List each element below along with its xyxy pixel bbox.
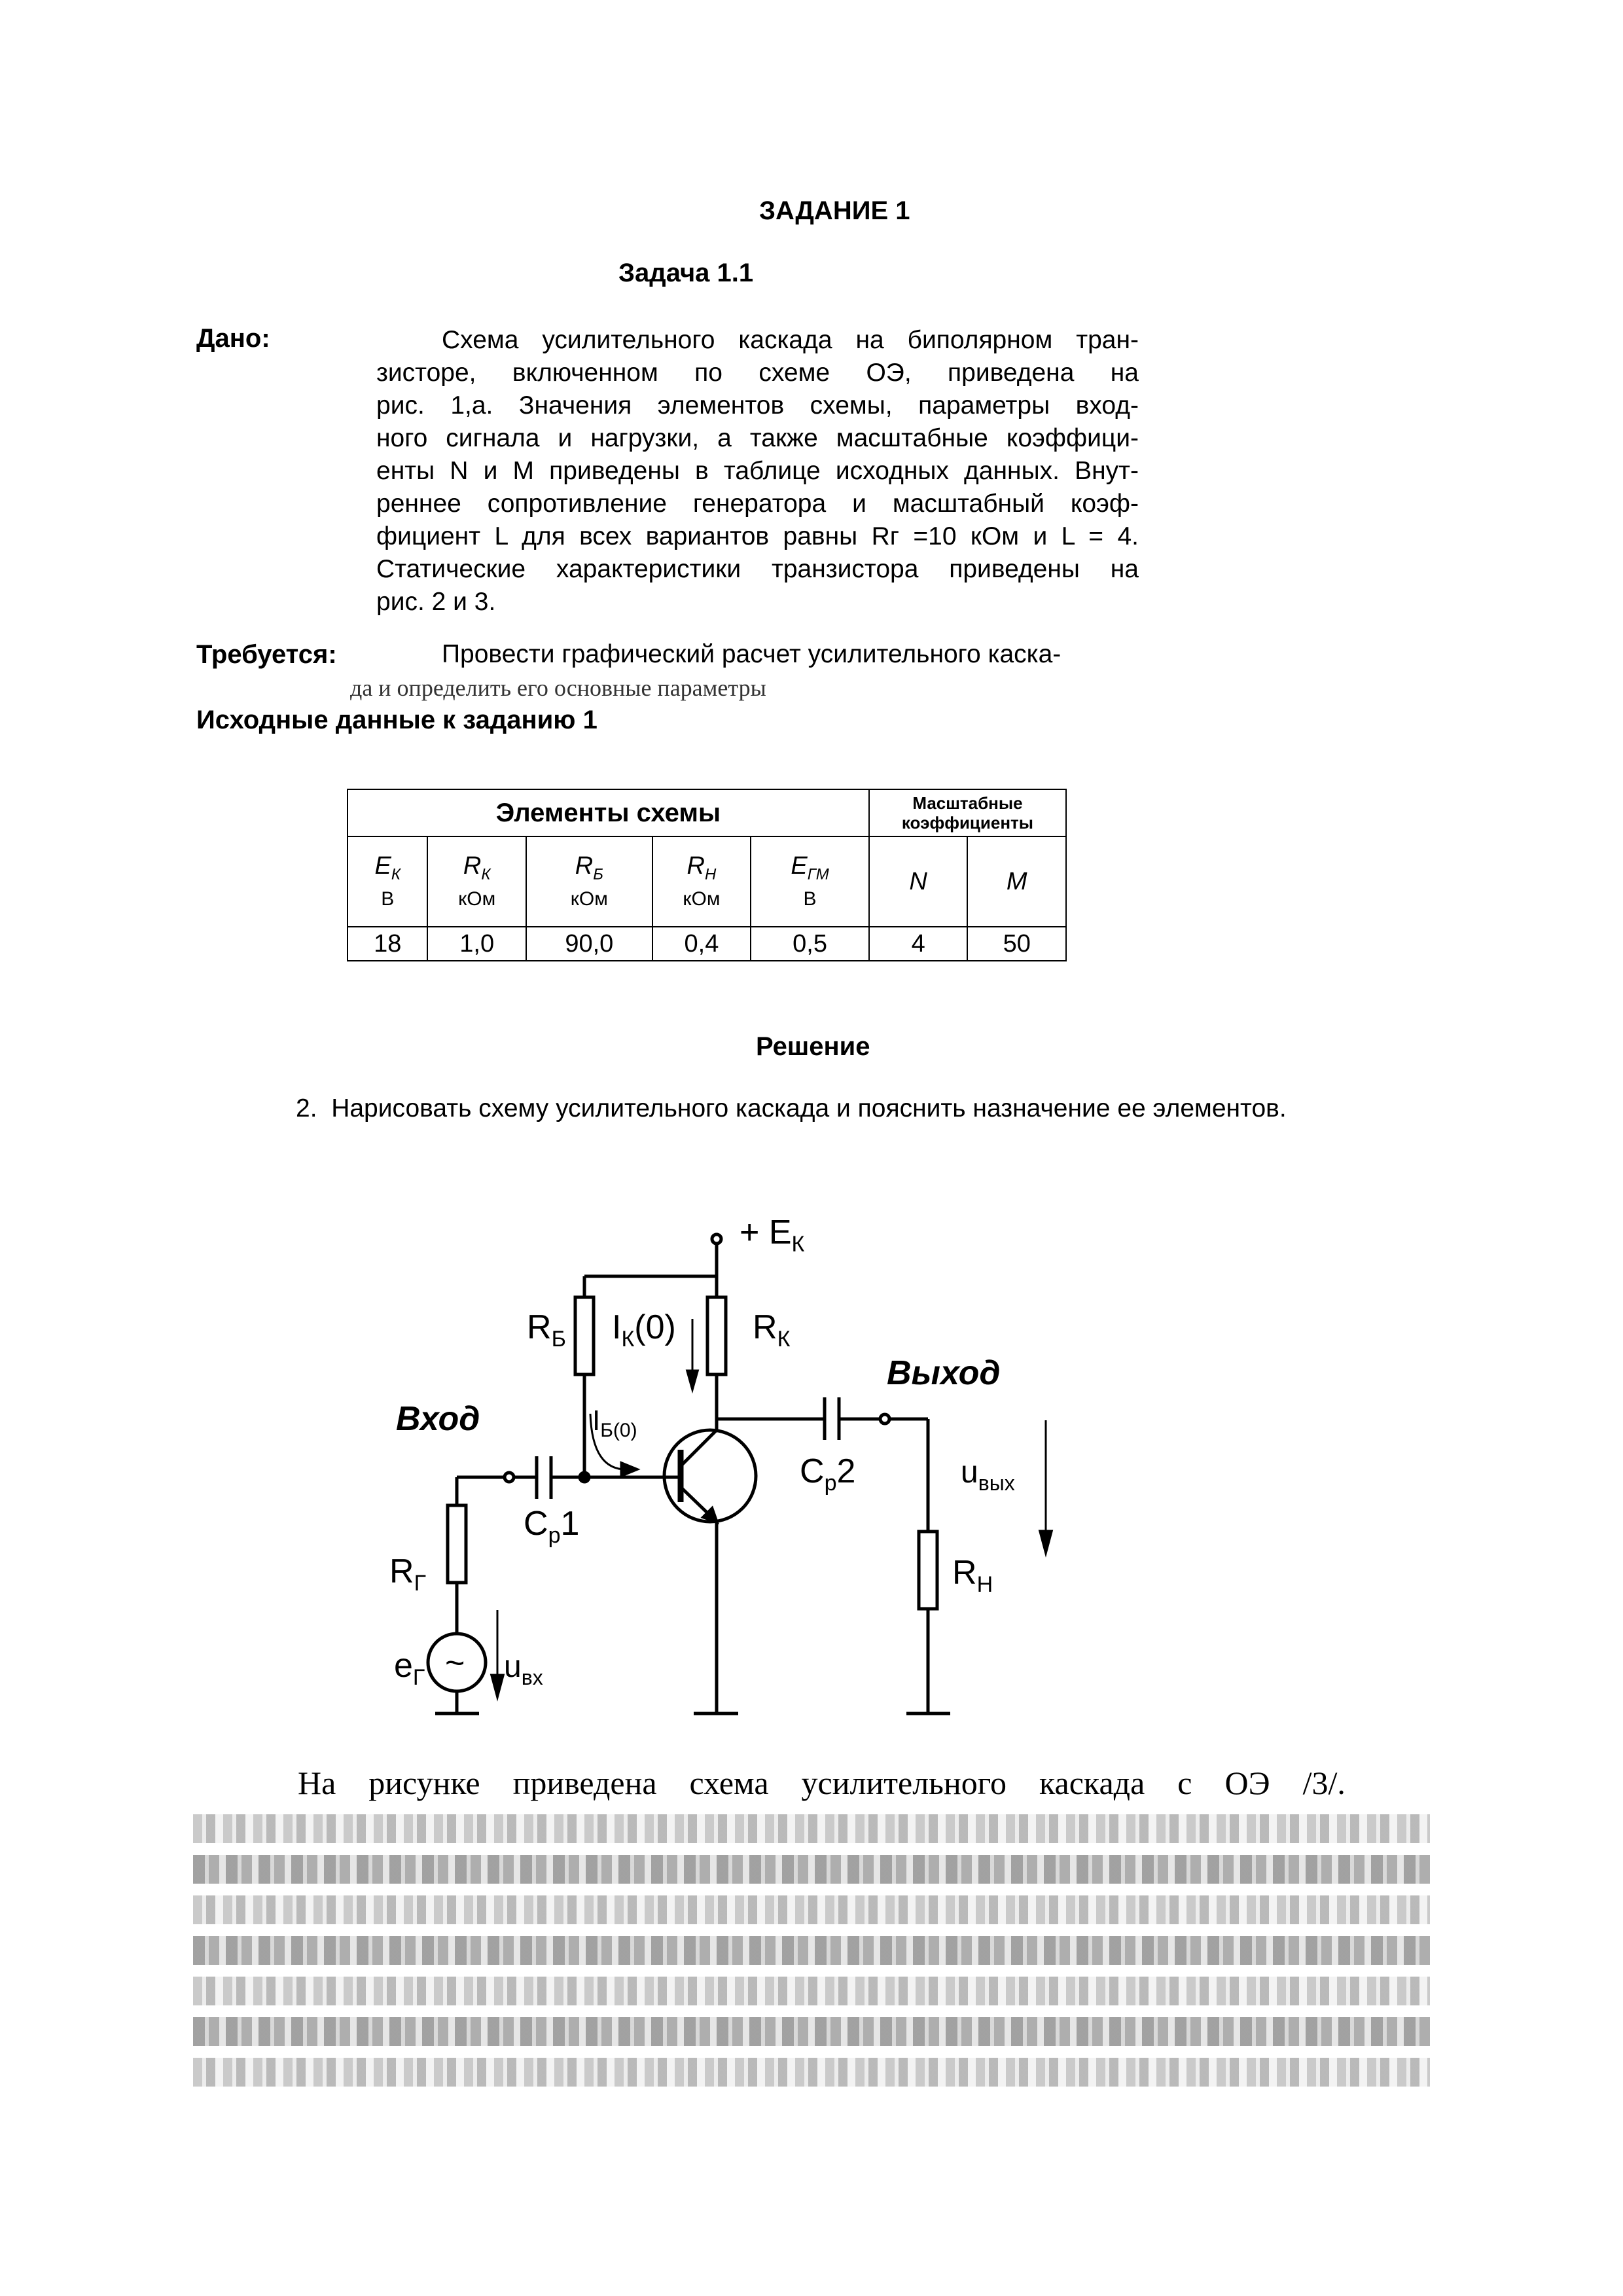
label-cp1: $C_р1$ xyxy=(524,1505,580,1548)
given-line: Схема усилительного каскада на биполярном тран- xyxy=(442,326,1139,354)
data-heading: Исходные данные к заданию 1 xyxy=(196,706,597,734)
label-rb: $R_Б$ xyxy=(527,1308,566,1352)
given-line: енты N и M приведены в таблице исходных данных. Внут- xyxy=(376,457,1139,485)
required-label: Требуется: xyxy=(196,640,337,669)
label-rn: $R_Н$ xyxy=(952,1554,993,1597)
label-rk: $R_К$ xyxy=(753,1308,791,1352)
value-rb: 90,0 xyxy=(526,927,652,961)
illegible-text-line xyxy=(193,1895,1430,1924)
illegible-text-line xyxy=(193,1977,1430,2005)
value-rk: 1,0 xyxy=(427,927,526,961)
value-rn: 0,4 xyxy=(652,927,751,961)
label-uin: $u_{вх}$ xyxy=(504,1649,543,1689)
solution-heading: Решение xyxy=(756,1032,870,1061)
illegible-text-line xyxy=(193,1814,1430,1843)
required-line-2: да и определить его основные параметры xyxy=(350,675,766,701)
solution-step: 2. Нарисовать схему усилительного каскада и пояснить назначение ее элементов. xyxy=(296,1094,1287,1122)
given-line: рис. 2 и 3. xyxy=(376,588,496,616)
required-line-1: Провести графический расчет усилительного каска- xyxy=(442,640,1061,668)
label-input: Вход xyxy=(396,1400,480,1438)
resistor-rk xyxy=(707,1297,726,1374)
value-ek: 18 xyxy=(348,927,427,961)
col-m: M xyxy=(967,836,1066,927)
bottom-paragraph-first-line: На рисунке приведена схема усилительного каскада с ОЭ /3/. xyxy=(298,1765,1346,1801)
given-line: Статические характеристики транзистора приведены на xyxy=(376,555,1139,583)
label-cp2: $C_р2$ xyxy=(800,1452,856,1496)
col-rn: $R_Н$ кОм xyxy=(652,836,751,927)
label-ib: $I_{Б(0)}$ xyxy=(592,1405,637,1441)
value-n: 4 xyxy=(869,927,968,961)
illegible-text-line xyxy=(193,1855,1430,1884)
illegible-text-line xyxy=(193,1936,1430,1965)
given-line: фициент L для всех вариантов равны Rг =10 кОм и L = 4. xyxy=(376,522,1139,550)
resistor-rb xyxy=(575,1297,594,1374)
label-supply: + $E_К$ xyxy=(740,1213,805,1257)
resistor-rg xyxy=(448,1505,466,1583)
value-egm: 0,5 xyxy=(751,927,869,961)
generator-tilde: ~ xyxy=(445,1644,465,1682)
group-scale-line2: коэффициенты xyxy=(901,813,1033,833)
label-eg: $e_Г$ xyxy=(394,1647,425,1690)
given-line: ного сигнала и нагрузки, а также масштабные коэффици- xyxy=(376,424,1139,452)
group-elements-label: Элементы схемы xyxy=(495,798,721,827)
task-title: Задача 1.1 xyxy=(618,259,754,287)
col-rk: $R_К$ кОм xyxy=(427,836,526,927)
group-scale-line1: Масштабные xyxy=(912,793,1023,813)
given-line: реннее сопротивление генератора и масштабный коэф- xyxy=(376,490,1139,518)
input-terminal xyxy=(505,1473,514,1482)
supply-terminal xyxy=(712,1234,721,1244)
label-rg: $R_Г$ xyxy=(389,1552,426,1596)
given-label: Дано: xyxy=(196,324,270,353)
label-output: Выход xyxy=(887,1354,1001,1392)
assignment-title: ЗАДАНИЕ 1 xyxy=(759,196,910,225)
illegible-text-line xyxy=(193,2058,1430,2087)
col-ek: $E_К$ В xyxy=(348,836,427,927)
given-line: рис. 1,а. Значения элементов схемы, параметры вход- xyxy=(376,391,1139,420)
label-uout: $u_{вых}$ xyxy=(961,1455,1015,1495)
illegible-text-line xyxy=(193,2017,1430,2046)
col-egm: $E_{ГМ}$ В xyxy=(751,836,869,927)
col-n: N xyxy=(869,836,968,927)
value-m: 50 xyxy=(967,927,1066,961)
given-line: зисторе, включенном по схеме ОЭ, приведена на xyxy=(376,359,1139,387)
resistor-rn xyxy=(919,1532,937,1609)
label-ik: $I_К(0)$ xyxy=(612,1308,676,1352)
col-rb: $R_Б$ кОм xyxy=(526,836,652,927)
output-terminal xyxy=(880,1414,889,1424)
